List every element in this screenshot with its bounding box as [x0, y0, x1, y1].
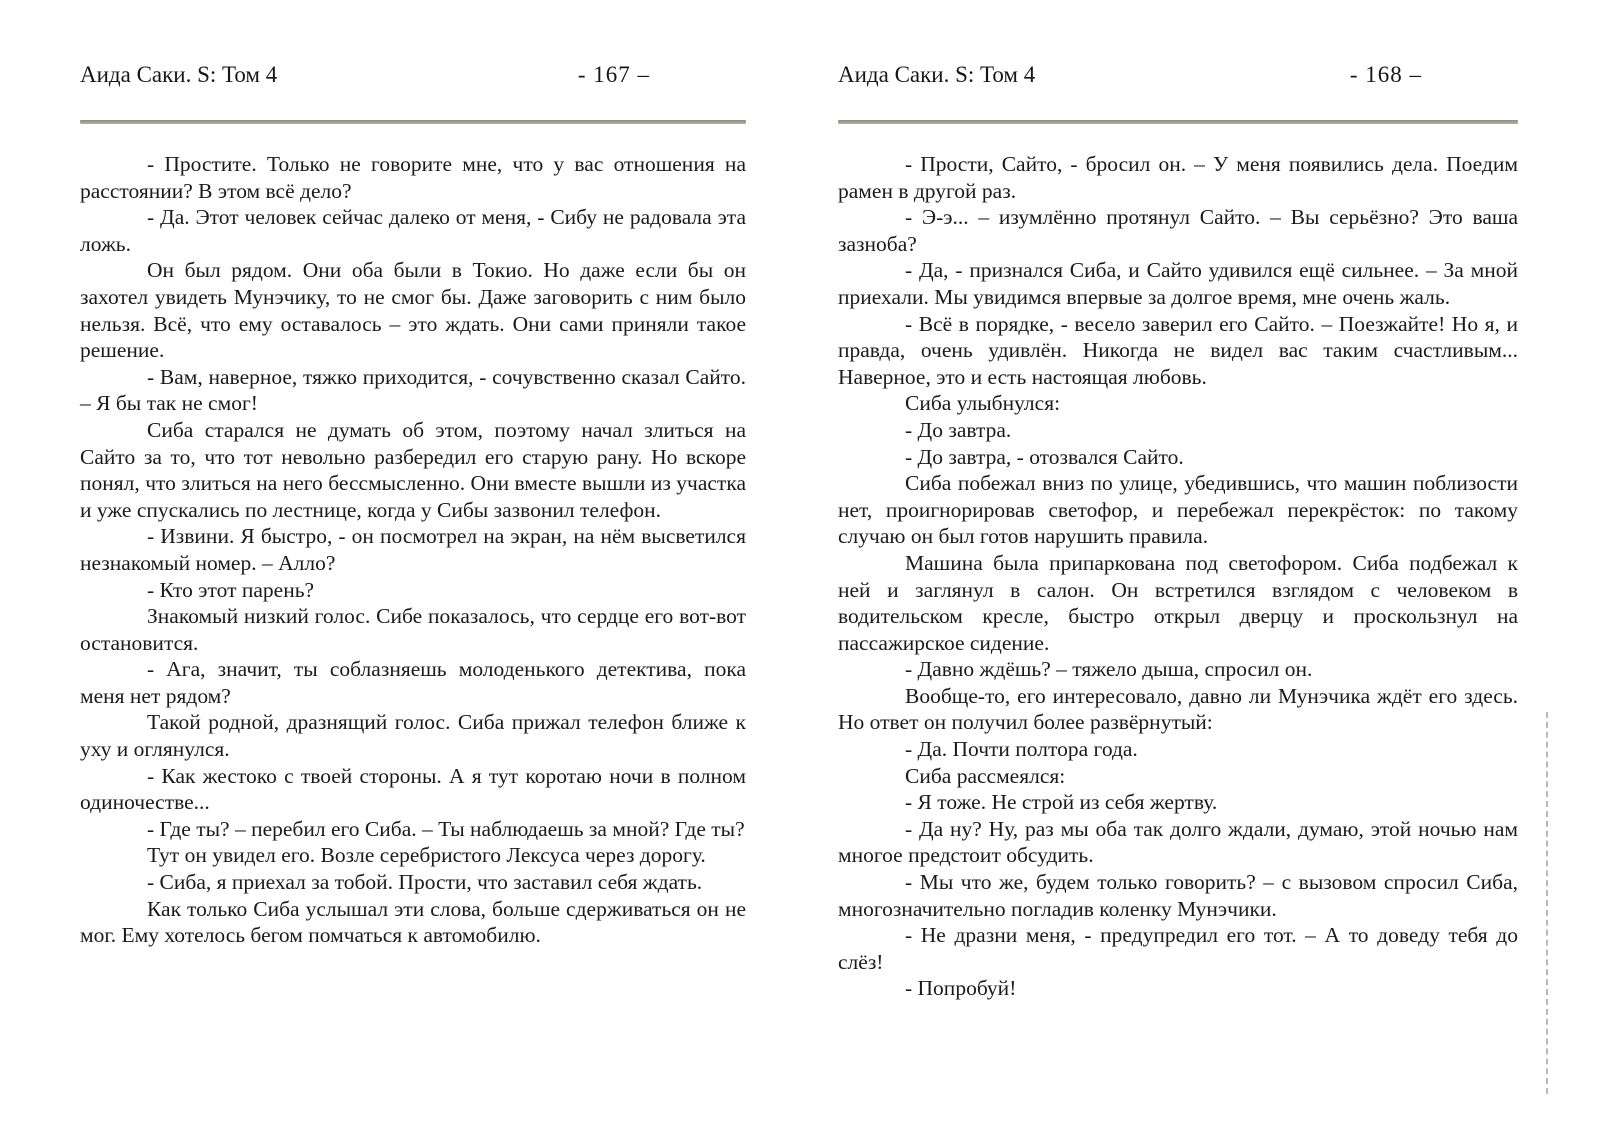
header-rule — [838, 120, 1518, 124]
paragraph: Машина была припаркована под светофором. Сиба подбежал к ней и заглянул в салон. Он встретился взглядом с человеком в водительском кресле, быстро открыл дверцу и проскользнул на пассажирское сидение. — [838, 550, 1518, 655]
paragraph: - Где ты? – перебил его Сиба. – Ты наблюдаешь за мной? Где ты? — [147, 816, 745, 841]
paragraph: Как только Сиба услышал эти слова, больше сдерживаться он не мог. Ему хотелось бегом помчаться к автомобилю. — [80, 896, 746, 948]
paragraph: Сиба улыбнулся: — [905, 391, 1061, 416]
paragraph: - Да. Этот человек сейчас далеко от меня, - Сибу не радовала эта ложь. — [80, 205, 746, 256]
book-title: Аида Саки. S: Том 4 — [838, 62, 1036, 87]
paragraph: - Не дразни меня, - предупредил его тот. – А то доведу тебя до слёз! — [838, 923, 1518, 974]
page-edge-dashed-marker — [1546, 712, 1548, 1094]
page-number: - 167 – — [577, 62, 650, 87]
paragraph: - Да ну? Ну, раз мы оба так долго ждали, думаю, этой ночью нам многое предстоит обсудить. — [838, 816, 1518, 868]
paragraph: Вообще-то, его интересовало, давно ли Мунэчика ждёт его здесь. Но ответ он получил более развёрнутый: — [838, 683, 1518, 735]
paragraph: - Да. Почти полтора года. — [905, 737, 1138, 762]
page-right — [838, 0, 1518, 1131]
paragraph: - Ага, значит, ты соблазняешь молоденького детектива, пока меня нет рядом? — [80, 657, 746, 708]
paragraph: Сиба рассмеялся: — [905, 763, 1066, 788]
paragraph: Сиба старался не думать об этом, поэтому начал злиться на Сайто за то, что тот невольно разбередил его старую рану. Но вскоре понял, что злиться на него бессмысленно. Они вместе вышли из участка и уже спускались по лестнице, когда у Сибы зазвонил телефон. — [80, 417, 746, 522]
page-right-text — [838, 151, 1518, 1002]
paragraph: - Кто этот парень? — [147, 577, 315, 602]
paragraph: - Э-э... – изумлённо протянул Сайто. – Вы серьёзно? Это ваша зазноба? — [838, 205, 1518, 256]
paragraph: - Простите. Только не говорите мне, что у вас отношения на расстоянии? В этом всё дело? — [80, 152, 746, 203]
paragraph: - Сиба, я приехал за тобой. Прости, что заставил себя ждать. — [147, 870, 703, 895]
paragraph: - Как жестоко с твоей стороны. А я тут коротаю ночи в полном одиночестве... — [80, 763, 746, 815]
paragraph: Такой родной, дразнящий голос. Сиба прижал телефон ближе к уху и оглянулся. — [80, 710, 746, 762]
paragraph: Тут он увидел его. Возле серебристого Лексуса через дорогу. — [147, 843, 706, 868]
paragraph: - Прости, Сайто, - бросил он. – У меня появились дела. Поедим рамен в другой раз. — [838, 152, 1518, 203]
header-rule — [80, 120, 746, 124]
page-right-header — [838, 62, 1518, 96]
page-left-text — [80, 151, 746, 949]
paragraph: - Я тоже. Не строй из себя жертву. — [905, 790, 1218, 815]
paragraph: - До завтра, - отозвался Сайто. — [905, 444, 1184, 469]
paragraph: Он был рядом. Они оба были в Токио. Но даже если бы он захотел увидеть Мунэчику, то не смог бы. Даже заговорить с ним было нельзя. Всё, что ему оставалось – это ждать. Они сами приняли такое решение. — [80, 258, 746, 363]
page-number: - 168 – — [1349, 62, 1422, 87]
paragraph: Сиба побежал вниз по улице, убедившись, что машин поблизости нет, проигнорировав светофор, и перебежал перекрёсток: по такому случаю он был готов нарушить правила. — [838, 471, 1518, 549]
paragraph: - До завтра. — [905, 417, 1012, 442]
paragraph: - Вам, наверное, тяжко приходится, - сочувственно сказал Сайто. – Я бы так не смог! — [80, 364, 746, 416]
paragraph: - Всё в порядке, - весело заверил его Сайто. – Поезжайте! Но я, и правда, очень удивлён. Никогда не видел вас таким счастливым... Наверное, это и есть настоящая любовь. — [838, 311, 1518, 389]
paragraph: - Давно ждёшь? – тяжело дыша, спросил он. — [905, 657, 1313, 682]
paragraph: - Мы что же, будем только говорить? – с вызовом спросил Сиба, многозначительно погладив коленку Мунэчики. — [838, 870, 1518, 921]
paragraph: - Попробуй! — [905, 976, 1017, 1001]
paragraph: - Да, - признался Сиба, и Сайто удивился ещё сильнее. – За мной приехали. Мы увидимся впервые за долгое время, мне очень жаль. — [838, 258, 1518, 309]
paragraph: - Извини. Я быстро, - он посмотрел на экран, на нём высветился незнакомый номер. – Алло? — [80, 524, 746, 575]
paragraph: Знакомый низкий голос. Сибе показалось, что сердце его вот-вот остановится. — [80, 604, 746, 655]
book-title: Аида Саки. S: Том 4 — [80, 62, 278, 87]
page-left — [80, 0, 746, 1131]
page-left-header — [80, 62, 746, 96]
